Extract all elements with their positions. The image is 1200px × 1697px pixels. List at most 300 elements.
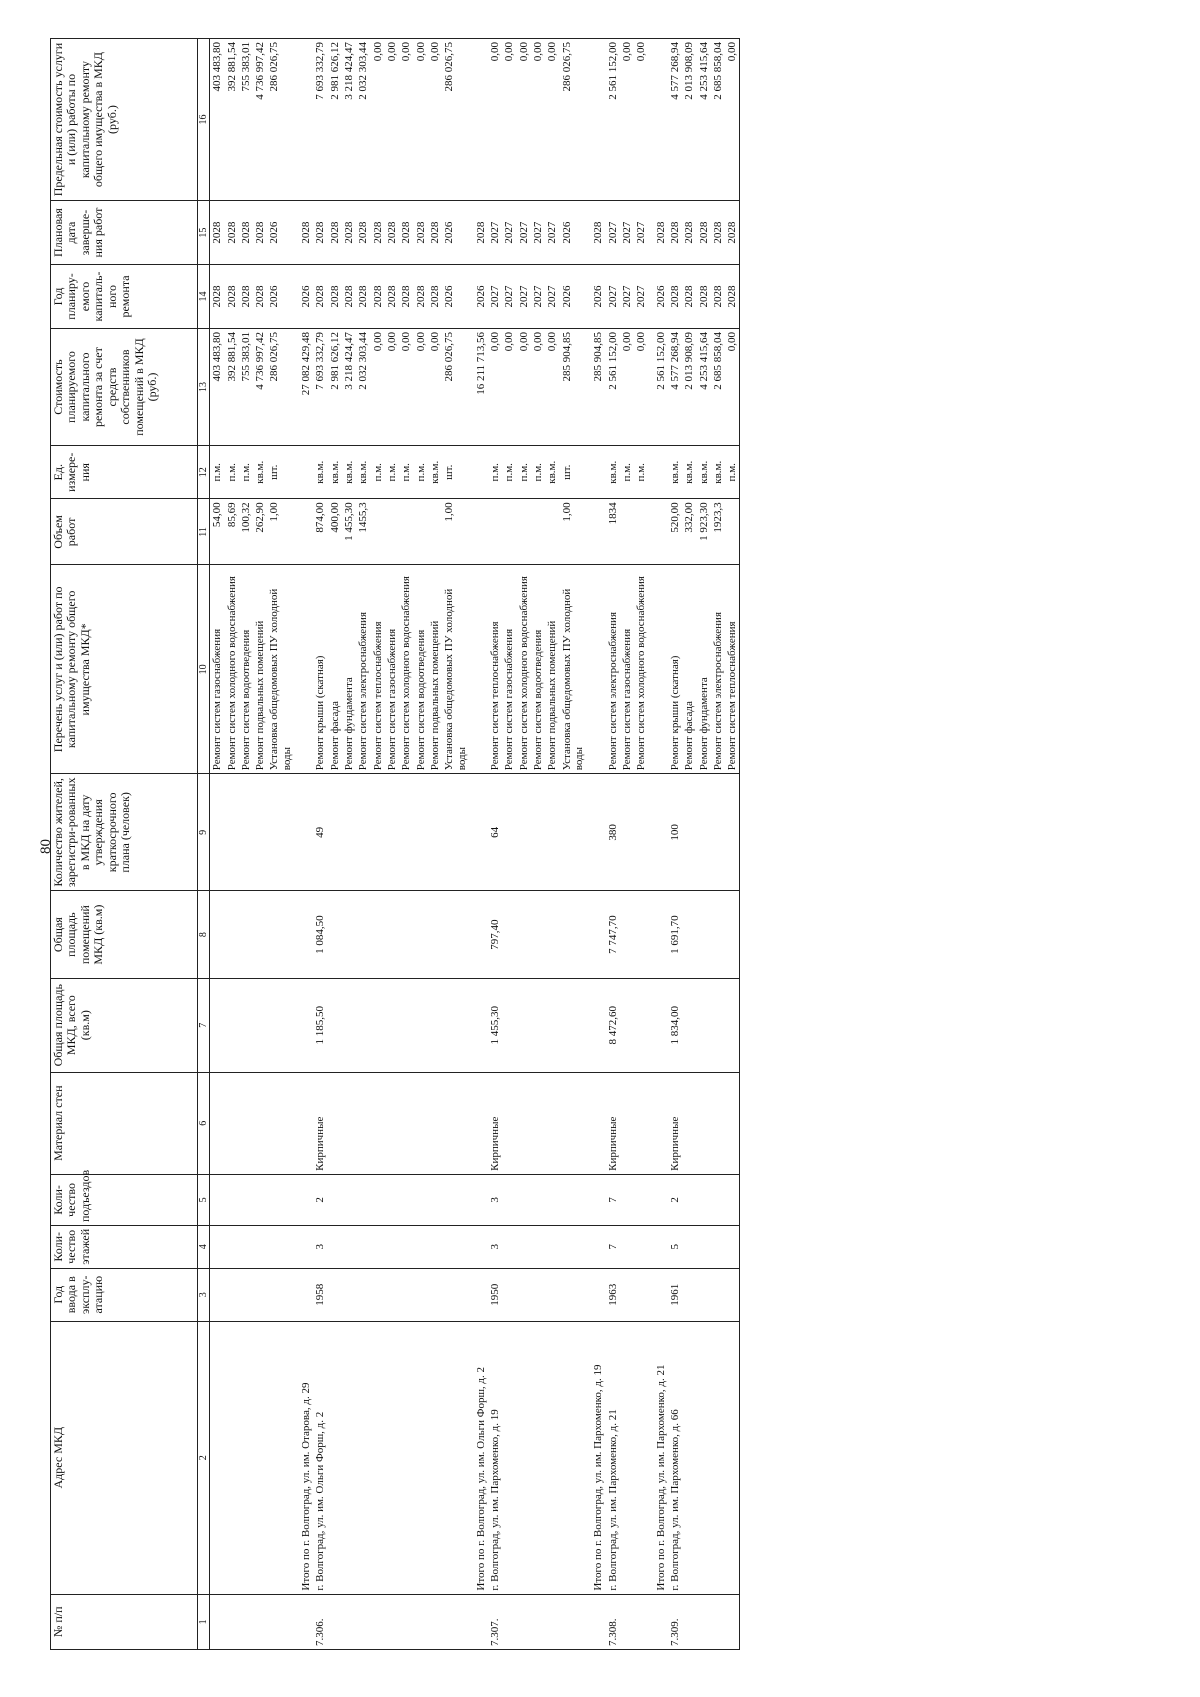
col-number: 11 (198, 499, 210, 565)
work-cell: Ремонт систем холодного водоснабжения (399, 565, 413, 774)
premises-area-cell: 797,40 (488, 891, 502, 978)
cost-cell: 0,00 (385, 328, 399, 445)
empty-cell (428, 891, 442, 978)
limit-cost-cell: 392 881,54 (225, 39, 239, 201)
table-row (428, 39, 442, 1650)
empty-cell (560, 1268, 587, 1321)
table-row (385, 39, 399, 1650)
empty-cell (294, 774, 313, 891)
empty-cell (649, 1268, 668, 1321)
table-row (328, 39, 342, 1650)
entrances-cell: 2 (668, 1174, 682, 1225)
col-number: 1 (198, 1594, 210, 1649)
repair-year-cell: 2028 (725, 265, 740, 329)
total-label: Итого по г. Волгоград, ул. им. Пархоменко, д. 19 (586, 1321, 605, 1594)
empty-cell (725, 1594, 740, 1649)
premises-area-cell: 1 084,50 (313, 891, 327, 978)
unit-cell: кв.м. (711, 446, 725, 499)
empty-cell (469, 774, 488, 891)
empty-cell (502, 1174, 516, 1225)
table-row (634, 39, 648, 1650)
empty-cell (328, 1268, 342, 1321)
empty-cell (502, 1072, 516, 1174)
empty-cell (586, 1174, 605, 1225)
entrances-cell: 7 (606, 1174, 620, 1225)
empty-cell (399, 978, 413, 1072)
empty-cell (545, 1321, 559, 1594)
end-date-cell: 2028 (682, 201, 696, 265)
empty-cell (225, 1594, 239, 1649)
col-header: Перечень услуг и (или) работ по капитальному ремонту общего имущества МКД* (51, 565, 198, 774)
table-row (399, 39, 413, 1650)
empty-cell (239, 978, 253, 1072)
limit-cost-cell: 4 577 268,94 (668, 39, 682, 201)
empty-cell (697, 1225, 711, 1268)
unit-cell: кв.м. (697, 446, 711, 499)
work-cell: Ремонт систем теплоснабжения (725, 565, 740, 774)
empty-cell (531, 774, 545, 891)
empty-cell (239, 1268, 253, 1321)
cost-cell: 2 981 626,12 (328, 328, 342, 445)
total-area-cell: 8 472,60 (606, 978, 620, 1072)
volume-cell: 54,00 (210, 499, 225, 565)
limit-cost-cell: 0,00 (725, 39, 740, 201)
empty-cell (385, 1225, 399, 1268)
empty-cell (531, 1225, 545, 1268)
repair-year-cell: 2028 (225, 265, 239, 329)
repair-year-cell: 2027 (488, 265, 502, 329)
repair-year-cell: 2028 (711, 265, 725, 329)
empty-cell (267, 1321, 294, 1594)
empty-cell (267, 1174, 294, 1225)
empty-cell (502, 774, 516, 891)
empty-cell (634, 774, 648, 891)
volume-cell: 332,00 (682, 499, 696, 565)
unit-cell: п.м. (725, 446, 740, 499)
empty-cell (356, 978, 370, 1072)
empty-cell (253, 978, 267, 1072)
empty-cell (469, 1268, 488, 1321)
table-row (682, 39, 696, 1650)
unit-cell: п.м. (210, 446, 225, 499)
end-date-cell: 2026 (560, 201, 587, 265)
total-label: Итого по г. Волгоград, ул. им. Пархоменко, д. 21 (649, 1321, 668, 1594)
empty-cell (294, 1174, 313, 1225)
unit-cell: п.м. (239, 446, 253, 499)
empty-cell (697, 774, 711, 891)
unit-cell: п.м. (488, 446, 502, 499)
total-end-cell: 2028 (294, 201, 313, 265)
limit-cost-cell: 403 483,80 (210, 39, 225, 201)
rotated-table-wrapper (50, 38, 1200, 1650)
empty-cell (649, 1174, 668, 1225)
cost-cell: 0,00 (517, 328, 531, 445)
empty-cell (267, 978, 294, 1072)
row-number: 7.308. (606, 1594, 620, 1649)
empty-cell (253, 891, 267, 978)
empty-cell (399, 1268, 413, 1321)
col-number: 3 (198, 1268, 210, 1321)
work-cell: Ремонт систем водоотведения (531, 565, 545, 774)
empty-cell (294, 1072, 313, 1174)
col-header: Плановая дата заверше-ния работ (51, 201, 198, 265)
limit-cost-cell: 0,00 (634, 39, 648, 201)
empty-cell (586, 565, 605, 774)
wall-material-cell: Кирпичные (606, 1072, 620, 1174)
end-date-cell: 2027 (606, 201, 620, 265)
empty-cell (682, 1594, 696, 1649)
premises-area-cell: 7 747,70 (606, 891, 620, 978)
cost-cell: 403 483,80 (210, 328, 225, 445)
empty-cell (620, 1321, 634, 1594)
empty-cell (225, 891, 239, 978)
work-cell: Ремонт систем газоснабжения (210, 565, 225, 774)
empty-cell (385, 978, 399, 1072)
empty-cell (517, 1225, 531, 1268)
total-area-cell: 1 455,30 (488, 978, 502, 1072)
empty-cell (545, 1594, 559, 1649)
table-row (517, 39, 531, 1650)
empty-cell (428, 1268, 442, 1321)
empty-cell (385, 1174, 399, 1225)
address-cell: г. Волгоград, ул. им. Пархоменко, д. 19 (488, 1321, 502, 1594)
limit-cost-cell: 2 032 303,44 (356, 39, 370, 201)
empty-cell (469, 1072, 488, 1174)
empty-cell (586, 1268, 605, 1321)
empty-cell (328, 1225, 342, 1268)
empty-cell (517, 1594, 531, 1649)
limit-cost-cell: 286 026,75 (442, 39, 469, 201)
cost-cell: 0,00 (634, 328, 648, 445)
empty-cell (502, 1594, 516, 1649)
empty-cell (356, 1594, 370, 1649)
empty-cell (210, 1174, 225, 1225)
empty-cell (225, 1268, 239, 1321)
limit-cost-cell: 286 026,75 (560, 39, 587, 201)
unit-cell: п.м. (531, 446, 545, 499)
empty-cell (225, 1225, 239, 1268)
total-cost-cell: 285 904,85 (586, 328, 605, 445)
empty-cell (342, 1225, 356, 1268)
total-end-cell: 2028 (469, 201, 488, 265)
cost-cell: 3 218 424,47 (342, 328, 356, 445)
empty-cell (711, 978, 725, 1072)
volume-cell (545, 499, 559, 565)
empty-cell (682, 978, 696, 1072)
empty-cell (682, 1174, 696, 1225)
empty-cell (620, 891, 634, 978)
end-date-cell: 2027 (488, 201, 502, 265)
repair-year-cell: 2027 (606, 265, 620, 329)
empty-cell (586, 1594, 605, 1649)
unit-cell: п.м. (385, 446, 399, 499)
cost-cell: 0,00 (725, 328, 740, 445)
work-cell: Ремонт систем электроснабжения (356, 565, 370, 774)
empty-cell (371, 774, 385, 891)
empty-cell (620, 1174, 634, 1225)
empty-cell (356, 1321, 370, 1594)
row-number: 7.309. (668, 1594, 682, 1649)
limit-cost-cell: 2 013 908,09 (682, 39, 696, 201)
empty-cell (371, 1268, 385, 1321)
cost-cell: 755 383,01 (239, 328, 253, 445)
empty-cell (294, 1225, 313, 1268)
limit-cost-cell: 286 026,75 (267, 39, 294, 201)
empty-cell (399, 1225, 413, 1268)
table-row (414, 39, 428, 1650)
table-row (560, 39, 587, 1650)
empty-cell (634, 891, 648, 978)
empty-cell (545, 1225, 559, 1268)
col-header: Год ввода в эксплу-атацию (51, 1268, 198, 1321)
year-built-cell: 1963 (606, 1268, 620, 1321)
empty-cell (267, 774, 294, 891)
empty-cell (239, 1174, 253, 1225)
floors-cell: 3 (313, 1225, 327, 1268)
table-row (502, 39, 516, 1650)
empty-cell (586, 978, 605, 1072)
page-number: 80 (38, 839, 54, 854)
empty-cell (399, 774, 413, 891)
floors-cell: 5 (668, 1225, 682, 1268)
work-cell: Ремонт систем холодного водоснабжения (517, 565, 531, 774)
table-row (342, 39, 356, 1650)
empty-cell (371, 1174, 385, 1225)
table-row (620, 39, 634, 1650)
end-date-cell: 2027 (502, 201, 516, 265)
empty-cell (210, 891, 225, 978)
unit-cell: кв.м. (253, 446, 267, 499)
empty-cell (502, 978, 516, 1072)
empty-cell (328, 1321, 342, 1594)
total-label: Итого по г. Волгоград, ул. им. Отарова, д. 29 (294, 1321, 313, 1594)
col-header: Объем работ (51, 499, 198, 565)
table-row (210, 39, 225, 1650)
empty-cell (649, 1225, 668, 1268)
total-row (469, 39, 488, 1650)
empty-cell (469, 1174, 488, 1225)
year-built-cell: 1950 (488, 1268, 502, 1321)
volume-cell: 1 455,30 (342, 499, 356, 565)
end-date-cell: 2028 (328, 201, 342, 265)
table-row (267, 39, 294, 1650)
empty-cell (682, 1072, 696, 1174)
limit-cost-cell: 0,00 (517, 39, 531, 201)
empty-cell (442, 1594, 469, 1649)
volume-cell: 1923,3 (711, 499, 725, 565)
table-row (545, 39, 559, 1650)
total-year-cell: 2026 (469, 265, 488, 329)
volume-cell: 1834 (606, 499, 620, 565)
empty-cell (294, 39, 313, 201)
empty-cell (502, 1268, 516, 1321)
empty-cell (428, 1321, 442, 1594)
empty-cell (356, 891, 370, 978)
end-date-cell: 2028 (313, 201, 327, 265)
limit-cost-cell: 0,00 (531, 39, 545, 201)
work-cell: Ремонт фасада (328, 565, 342, 774)
empty-cell (682, 1268, 696, 1321)
work-cell: Установка общедомовых ПУ холодной воды (560, 565, 587, 774)
repair-year-cell: 2028 (371, 265, 385, 329)
empty-cell (545, 1174, 559, 1225)
total-end-cell: 2028 (586, 201, 605, 265)
empty-cell (442, 978, 469, 1072)
unit-cell: шт. (267, 446, 294, 499)
empty-cell (442, 1321, 469, 1594)
header-row (51, 39, 198, 1650)
empty-cell (342, 774, 356, 891)
total-end-cell: 2028 (649, 201, 668, 265)
entrances-cell: 2 (313, 1174, 327, 1225)
empty-cell (682, 1225, 696, 1268)
wall-material-cell: Кирпичные (313, 1072, 327, 1174)
floors-cell: 7 (606, 1225, 620, 1268)
empty-cell (385, 1594, 399, 1649)
table-body (210, 39, 740, 1650)
empty-cell (414, 891, 428, 978)
limit-cost-cell: 0,00 (385, 39, 399, 201)
end-date-cell: 2028 (399, 201, 413, 265)
total-area-cell: 1 185,50 (313, 978, 327, 1072)
empty-cell (560, 891, 587, 978)
empty-cell (267, 1225, 294, 1268)
end-date-cell: 2027 (634, 201, 648, 265)
end-date-cell: 2028 (668, 201, 682, 265)
volume-cell (385, 499, 399, 565)
residents-cell: 49 (313, 774, 327, 891)
empty-cell (253, 1321, 267, 1594)
empty-cell (399, 1594, 413, 1649)
empty-cell (342, 1321, 356, 1594)
total-year-cell: 2026 (649, 265, 668, 329)
repair-year-cell: 2027 (620, 265, 634, 329)
volume-cell (725, 499, 740, 565)
col-header: Количество жителей, зарегистри-рованных в МКД на дату утверждения краткосрочного плана (человек) (51, 774, 198, 891)
empty-cell (469, 978, 488, 1072)
work-cell: Ремонт подвальных помещений (428, 565, 442, 774)
empty-cell (294, 978, 313, 1072)
empty-cell (442, 1225, 469, 1268)
empty-cell (469, 39, 488, 201)
work-cell: Ремонт фасада (682, 565, 696, 774)
limit-cost-cell: 0,00 (488, 39, 502, 201)
unit-cell: кв.м. (545, 446, 559, 499)
col-header: Материал стен (51, 1072, 198, 1174)
empty-cell (531, 1594, 545, 1649)
repair-year-cell: 2028 (210, 265, 225, 329)
end-date-cell: 2027 (545, 201, 559, 265)
unit-cell: кв.м. (328, 446, 342, 499)
empty-cell (225, 978, 239, 1072)
total-area-cell: 1 834,00 (668, 978, 682, 1072)
empty-cell (560, 774, 587, 891)
empty-cell (682, 891, 696, 978)
end-date-cell: 2028 (371, 201, 385, 265)
empty-cell (356, 1072, 370, 1174)
empty-cell (634, 1174, 648, 1225)
empty-cell (371, 1594, 385, 1649)
volume-cell (517, 499, 531, 565)
col-number: 5 (198, 1174, 210, 1225)
repair-year-cell: 2027 (531, 265, 545, 329)
end-date-cell: 2028 (253, 201, 267, 265)
empty-cell (560, 978, 587, 1072)
unit-cell: шт. (560, 446, 587, 499)
cost-cell: 4 253 415,64 (697, 328, 711, 445)
end-date-cell: 2026 (267, 201, 294, 265)
empty-cell (517, 1072, 531, 1174)
cost-cell: 0,00 (531, 328, 545, 445)
volume-cell: 1 923,30 (697, 499, 711, 565)
empty-cell (725, 978, 740, 1072)
empty-cell (253, 1268, 267, 1321)
repair-year-cell: 2027 (634, 265, 648, 329)
empty-cell (531, 1268, 545, 1321)
limit-cost-cell: 0,00 (399, 39, 413, 201)
repair-year-cell: 2026 (560, 265, 587, 329)
empty-cell (697, 1321, 711, 1594)
repair-year-cell: 2026 (442, 265, 469, 329)
empty-cell (711, 1072, 725, 1174)
repair-year-cell: 2028 (385, 265, 399, 329)
empty-cell (725, 1321, 740, 1594)
empty-cell (586, 1072, 605, 1174)
end-date-cell: 2028 (697, 201, 711, 265)
empty-cell (586, 39, 605, 201)
empty-cell (414, 1174, 428, 1225)
empty-cell (385, 891, 399, 978)
empty-cell (428, 1594, 442, 1649)
empty-cell (725, 1174, 740, 1225)
column-number-row (198, 39, 210, 1650)
empty-cell (328, 891, 342, 978)
wall-material-cell: Кирпичные (488, 1072, 502, 1174)
work-cell: Ремонт крыши (скатная) (668, 565, 682, 774)
volume-cell: 874,00 (313, 499, 327, 565)
cost-cell: 0,00 (399, 328, 413, 445)
empty-cell (697, 891, 711, 978)
empty-cell (620, 774, 634, 891)
total-cost-cell: 16 211 713,56 (469, 328, 488, 445)
col-number: 6 (198, 1072, 210, 1174)
unit-cell: п.м. (414, 446, 428, 499)
volume-cell (531, 499, 545, 565)
volume-cell: 400,00 (328, 499, 342, 565)
empty-cell (560, 1174, 587, 1225)
empty-cell (531, 978, 545, 1072)
empty-cell (328, 1072, 342, 1174)
empty-cell (649, 891, 668, 978)
empty-cell (545, 1072, 559, 1174)
empty-cell (586, 891, 605, 978)
empty-cell (371, 1225, 385, 1268)
col-number: 10 (198, 565, 210, 774)
repair-year-cell: 2026 (267, 265, 294, 329)
cost-cell: 2 561 152,00 (606, 328, 620, 445)
cost-cell: 0,00 (545, 328, 559, 445)
work-cell: Ремонт крыши (скатная) (313, 565, 327, 774)
work-cell: Ремонт систем водоотведения (414, 565, 428, 774)
work-cell: Установка общедомовых ПУ холодной воды (267, 565, 294, 774)
empty-cell (711, 1174, 725, 1225)
table-row (442, 39, 469, 1650)
empty-cell (210, 1321, 225, 1594)
empty-cell (294, 446, 313, 499)
empty-cell (399, 1174, 413, 1225)
empty-cell (399, 1321, 413, 1594)
unit-cell: п.м. (399, 446, 413, 499)
